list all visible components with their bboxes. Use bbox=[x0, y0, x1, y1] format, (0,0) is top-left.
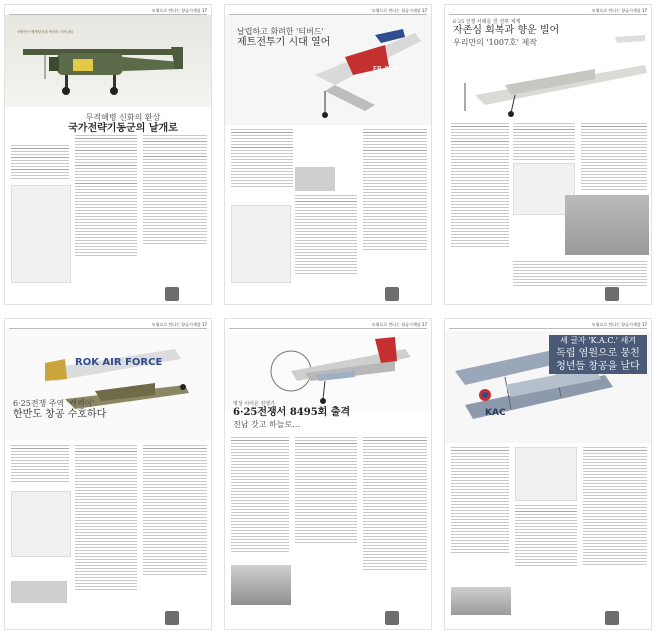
spec-box bbox=[231, 205, 291, 283]
article-subtitle: 6·25전쟁 주역 '쌕쌕이' bbox=[13, 399, 95, 408]
inset-photo bbox=[231, 565, 291, 605]
article-kicker: 명성 이어온 전쟁기 bbox=[233, 401, 275, 407]
article-title: 우리만의 '1007호' 제작 bbox=[453, 37, 537, 47]
hero-image bbox=[5, 329, 211, 441]
article-title-block bbox=[43, 113, 203, 136]
author-photo bbox=[385, 287, 399, 301]
author-photo bbox=[605, 611, 619, 625]
spec-box bbox=[515, 447, 577, 501]
article-title-block bbox=[233, 401, 363, 430]
article-title-block bbox=[237, 27, 347, 50]
page-header bbox=[229, 322, 427, 329]
text-column-3 bbox=[581, 123, 647, 192]
text-column-1 bbox=[11, 445, 69, 484]
article-title-block bbox=[549, 335, 647, 374]
page-header bbox=[9, 8, 207, 15]
aircraft-illustration bbox=[5, 329, 212, 441]
article-kicker: 6·25 전쟁 사례를 한 전투 체계 bbox=[453, 19, 521, 25]
text-column-1 bbox=[231, 129, 293, 189]
magazine-page-2 bbox=[224, 4, 432, 305]
text-column-2 bbox=[295, 437, 357, 545]
text-column-3 bbox=[363, 437, 427, 572]
article-subtitle: 세 글자 'K.A.C.' 새겨 bbox=[549, 335, 647, 347]
page-header bbox=[449, 8, 647, 15]
magazine-page-6 bbox=[444, 318, 652, 630]
magazine-page-5 bbox=[224, 318, 432, 630]
author-photo bbox=[385, 611, 399, 625]
inset-photo bbox=[565, 195, 649, 255]
text-column-2 bbox=[515, 505, 577, 568]
text-column-1 bbox=[451, 123, 509, 249]
page-header-right: 모형으로 만나는 항공기세상 17 bbox=[371, 8, 427, 13]
aircraft-marking: KAC bbox=[485, 408, 506, 418]
text-column-1 bbox=[451, 447, 509, 555]
aircraft-illustration bbox=[445, 25, 652, 117]
text-column-2 bbox=[75, 445, 137, 592]
article-title-block bbox=[13, 399, 113, 422]
article-subtitle: 6·25전쟁서 8495회 출격 bbox=[233, 407, 351, 419]
aircraft-illustration bbox=[225, 331, 432, 411]
spec-box bbox=[11, 185, 71, 283]
author-photo bbox=[165, 611, 179, 625]
article-subtitle: 자존심 회복과 향운 빌어 bbox=[453, 25, 560, 37]
spec-box bbox=[11, 491, 71, 557]
magazine-page-1 bbox=[4, 4, 212, 305]
page-header-right: 모형으로 만나는 항공기세상 17 bbox=[591, 322, 647, 327]
text-column-4 bbox=[513, 261, 647, 288]
aircraft-marking: ROK AIR FORCE bbox=[75, 357, 163, 368]
article-title: 제트전투기 시대 열어 bbox=[237, 37, 331, 48]
text-column-3 bbox=[143, 445, 207, 577]
text-column-1 bbox=[231, 437, 289, 554]
page-header bbox=[229, 8, 427, 15]
article-title: 독립 염원으로 뭉친 청년들 창공을 날다 bbox=[549, 347, 647, 374]
article-subtitle: 날렵하고 화려한 '티버드' bbox=[237, 27, 324, 36]
svg-text:FB-888: FB-888 bbox=[373, 65, 398, 73]
inset-photo bbox=[295, 167, 335, 191]
inset-photo bbox=[11, 581, 67, 603]
inset-photo bbox=[451, 587, 511, 615]
text-column-3 bbox=[583, 447, 647, 567]
page-header-right: 모형으로 만나는 항공기세상 17 bbox=[371, 322, 427, 327]
text-column-1 bbox=[11, 145, 69, 181]
text-column-2 bbox=[295, 195, 357, 276]
text-column-3 bbox=[143, 135, 207, 246]
page-header bbox=[9, 322, 207, 329]
author-photo bbox=[165, 287, 179, 301]
page-header-right: 모형으로 만나는 항공기세상 17 bbox=[591, 8, 647, 13]
article-subtitle: 무적해병 신화의 환상 bbox=[85, 113, 161, 122]
article-title: 국가전략기동군의 날개로 bbox=[68, 123, 178, 134]
magazine-page-4 bbox=[4, 318, 212, 630]
page-header-right: 모형으로 만나는 항공기세상 17 bbox=[151, 322, 207, 327]
article-title: 전남 갓고 하늘로… bbox=[233, 419, 301, 429]
hero-caption: 서방연구 해병항공대 역사의 시작 (좌) bbox=[17, 30, 74, 34]
magazine-page-3 bbox=[444, 4, 652, 305]
text-column-3 bbox=[363, 129, 427, 252]
author-photo bbox=[605, 287, 619, 301]
text-column-2 bbox=[75, 135, 137, 258]
article-title: 한반도 창공 수호하다 bbox=[13, 409, 107, 420]
page-header bbox=[449, 322, 647, 329]
page-header-right: 모형으로 만나는 항공기세상 17 bbox=[151, 8, 207, 13]
hero-image bbox=[445, 25, 651, 117]
text-column-2 bbox=[513, 123, 575, 162]
hero-image bbox=[225, 331, 431, 411]
